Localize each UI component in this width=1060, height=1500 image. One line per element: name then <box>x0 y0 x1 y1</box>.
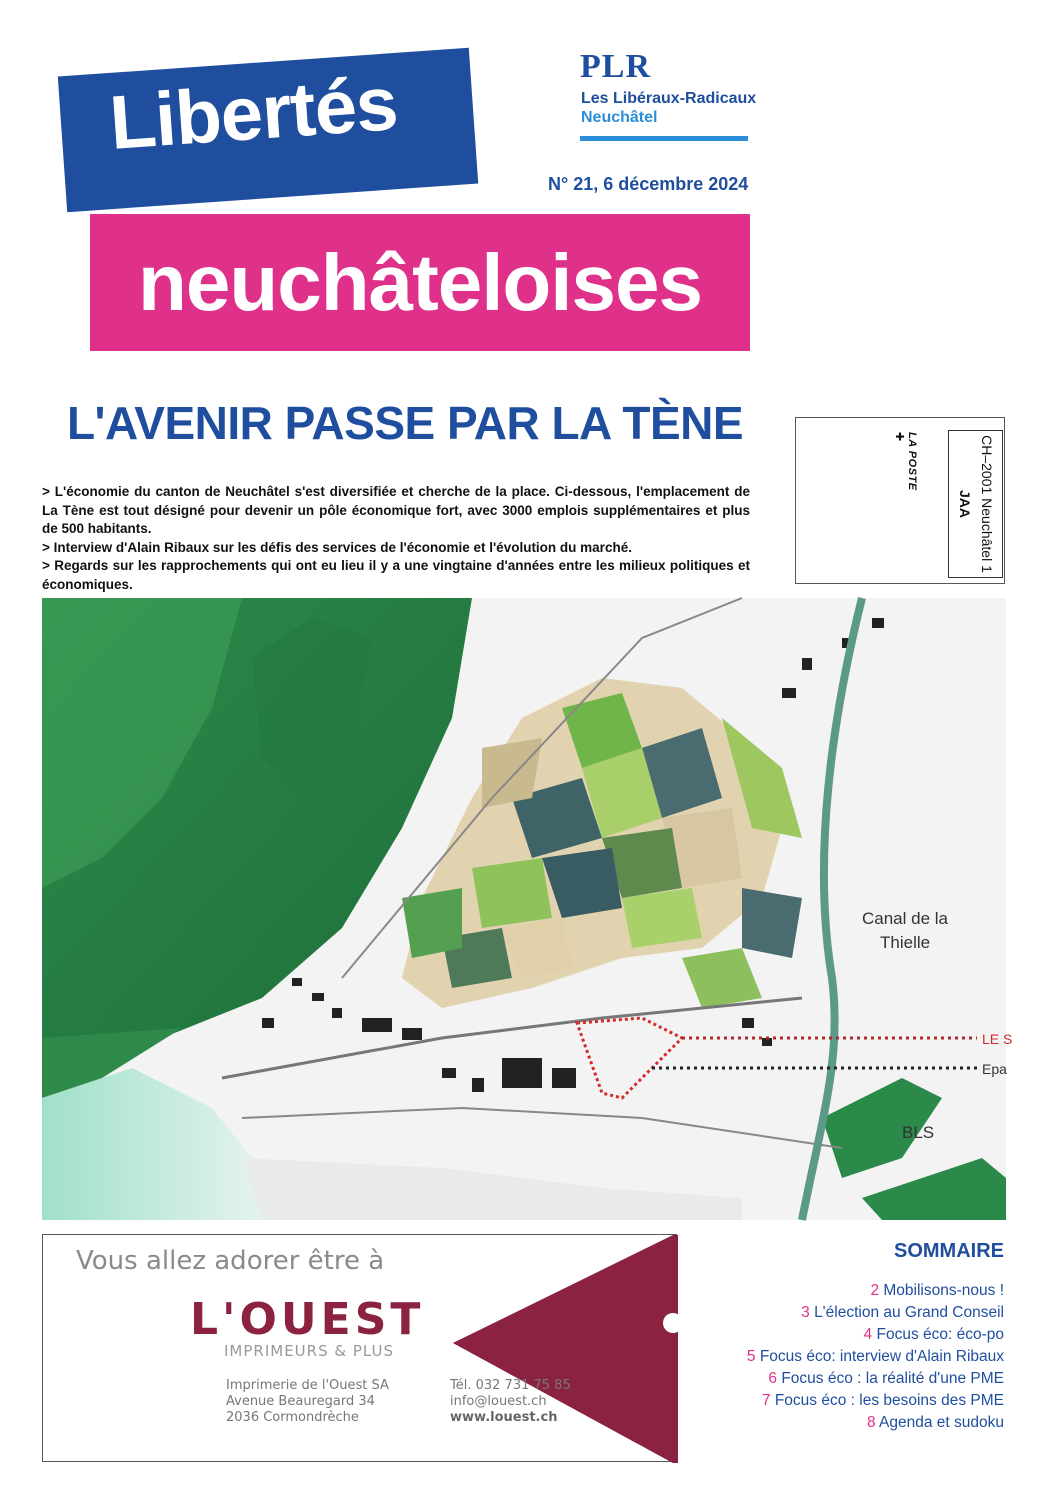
ad-brand-sub: IMPRIMEURS & PLUS <box>224 1342 394 1360</box>
masthead-title-line2: neuchâteloises <box>137 238 702 327</box>
masthead-title-line1: Libertés <box>107 61 400 166</box>
sommaire-page-number: 6 <box>768 1370 778 1387</box>
party-logo: PLR <box>580 48 651 85</box>
ad-website[interactable]: www.louest.ch <box>450 1410 558 1425</box>
sommaire-item-label: L'élection au Grand Conseil <box>814 1304 1004 1321</box>
address-window <box>795 54 1005 418</box>
sommaire-page-number: 8 <box>866 1414 876 1431</box>
sommaire-item-label: Mobilisons-nous ! <box>883 1282 1004 1299</box>
lead-paragraph: > L'économie du canton de Neuchâtel s'est diversifiée et cherche de la place. Ci-dessous, l'emplacement de La Tène est tout désigné pour devenir un pôle économique fort, avec 3000 emplois supplémentaires et plus de 500 habitants. <box>42 484 750 536</box>
lead-text <box>42 483 750 594</box>
canal-label-2: Thielle <box>880 933 931 952</box>
sommaire-list <box>700 1280 1004 1434</box>
sommaire-page-number: 2 <box>870 1282 880 1299</box>
ad-address-line: Avenue Beauregard 34 <box>226 1394 375 1409</box>
postage-address: CH–2001 Neuchâtel 1 <box>979 435 995 573</box>
ad-brand: L'OUEST <box>190 1294 425 1345</box>
map-image <box>42 598 1013 1220</box>
page-title: L'AVENIR PASSE PAR LA TÈNE <box>66 397 744 449</box>
la-tene-map <box>42 598 1013 1220</box>
sommaire-item-label: Focus éco : la réalité d'une PME <box>781 1370 1004 1387</box>
sommaire-item-label: Focus éco: éco-po <box>876 1326 1004 1343</box>
party-name: Les Libéraux-Radicaux <box>581 90 757 107</box>
ad-address-line: 2036 Cormondrèche <box>226 1410 359 1425</box>
party-region: Neuchâtel <box>581 109 658 126</box>
sommaire-item <box>700 1346 1004 1368</box>
sommaire-item <box>700 1412 1004 1434</box>
sommaire-page-number: 4 <box>863 1326 873 1343</box>
canal-label-1: Canal de la <box>862 909 949 928</box>
ad-phone: Tél. 032 731 75 85 <box>450 1378 571 1393</box>
map-label-bls: BLS <box>902 1123 935 1142</box>
sommaire-item <box>700 1390 1004 1412</box>
sommaire-item-label: Focus éco: interview d'Alain Ribaux <box>759 1348 1004 1365</box>
sommaire-page-number: 3 <box>801 1304 810 1321</box>
lead-paragraph: > Interview d'Alain Ribaux sur les défis des services de l'économie et l'évolution du marché. <box>42 539 632 555</box>
ad-address <box>226 1378 389 1426</box>
map-label-epa: Epa <box>982 1061 1007 1077</box>
sommaire-page-number: 5 <box>746 1348 756 1365</box>
sommaire-item <box>700 1368 1004 1390</box>
issue-date: N° 21, 6 décembre 2024 <box>548 174 749 194</box>
la-poste-logo: LA POSTE ✚ <box>893 432 918 491</box>
lead-paragraph: > Regards sur les rapprochements qui ont eu lieu il y a une vingtaine d'années entre les milieux politiques et économiques. <box>42 558 750 592</box>
sommaire-item-label: Agenda et sudoku <box>879 1414 1004 1431</box>
sommaire-title: SOMMAIRE <box>894 1240 1004 1262</box>
ad-headline: Vous allez adorer être à <box>76 1246 385 1276</box>
postage-text <box>948 430 1003 578</box>
ad-contact <box>450 1378 571 1426</box>
party-divider <box>580 136 748 141</box>
sommaire-page-number: 7 <box>761 1392 771 1409</box>
map-label-le: LE S <box>982 1031 1013 1047</box>
postage-code: JAA <box>957 489 973 518</box>
ad-address-line: Imprimerie de l'Ouest SA <box>226 1378 389 1393</box>
ad-email[interactable]: info@louest.ch <box>450 1394 547 1409</box>
sommaire-item <box>700 1302 1004 1324</box>
sommaire-item <box>700 1280 1004 1302</box>
sommaire-item <box>700 1324 1004 1346</box>
sommaire-item-label: Focus éco : les besoins des PME <box>774 1392 1004 1409</box>
